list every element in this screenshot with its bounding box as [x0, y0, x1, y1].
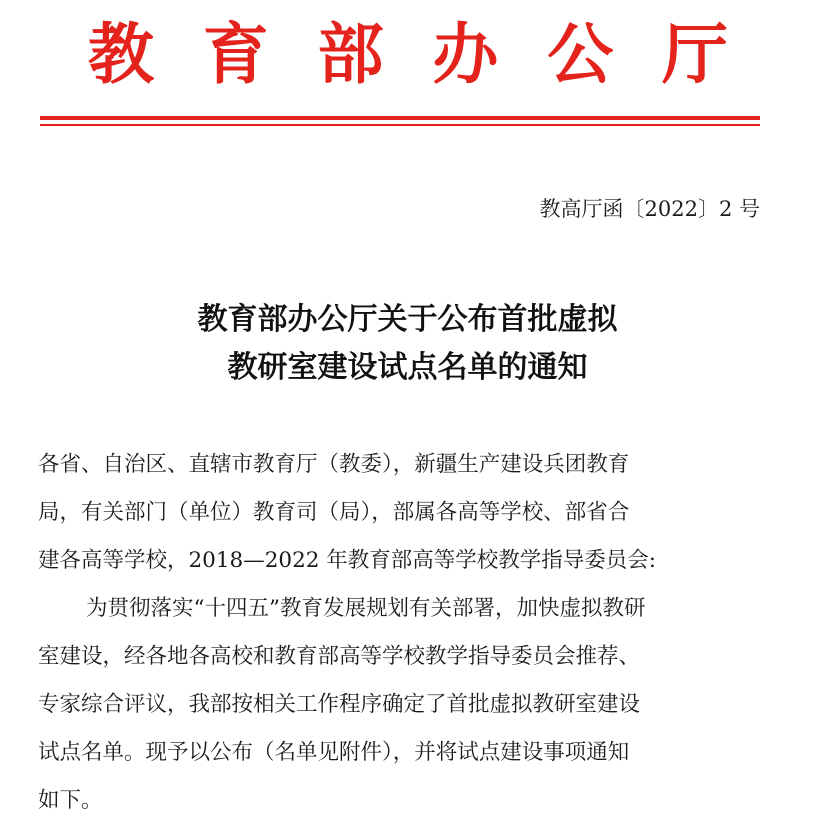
body-line: 建各高等学校，2018—2022 年教育部高等学校教学指导委员会: — [38, 548, 657, 573]
masthead-char: 教 — [88, 15, 154, 93]
document-number: 教高厅函〔2022〕2 号 — [539, 197, 760, 221]
body-line: 室建设，经各地各高校和教育部高等学校教学指导委员会推荐、 — [38, 644, 641, 669]
body-line: 专家综合评议，我部按相关工作程序确定了首批虚拟教研室建设 — [38, 692, 641, 717]
body-line: 局，有关部门（单位）教育司（局），部属各高等学校、部省合 — [38, 500, 630, 525]
masthead-char: 厅 — [661, 15, 728, 93]
body-line: 如下。 — [38, 788, 103, 813]
body-line: 各省、自治区、直辖市教育厅（教委），新疆生产建设兵团教育 — [38, 452, 630, 477]
document-title-line-1: 教育部办公厅关于公布首批虚拟 — [197, 302, 618, 337]
body-line: 试点名单。现予以公布（名单见附件），并将试点建设事项通知 — [38, 740, 630, 765]
masthead-char: 育 — [202, 15, 269, 93]
masthead-char: 部 — [317, 15, 384, 93]
body-line: 为贯彻落实“十四五”教育发展规划有关部署，加快虚拟教研 — [86, 596, 646, 621]
masthead-divider-thick — [40, 116, 760, 120]
masthead — [88, 8, 728, 100]
masthead-divider-thin — [40, 124, 760, 126]
masthead-char: 办 — [432, 15, 499, 93]
masthead-char: 公 — [547, 15, 614, 93]
document-title-line-2: 教研室建设试点名单的通知 — [227, 350, 588, 385]
